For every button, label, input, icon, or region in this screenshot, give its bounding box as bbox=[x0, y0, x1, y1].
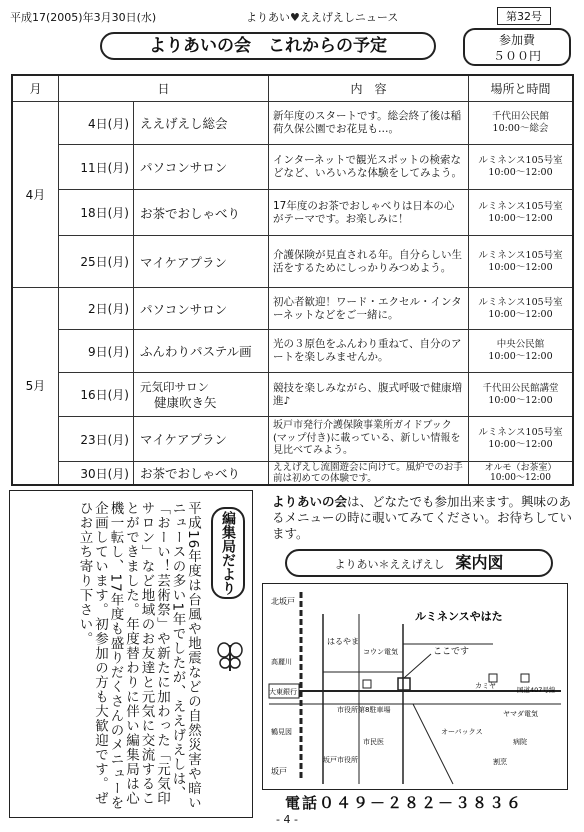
label-here: ここです bbox=[433, 647, 470, 657]
place-name: オルモ（お茶室） bbox=[484, 462, 557, 473]
label-tsunomiya: 鶴見図 bbox=[271, 728, 292, 736]
row-day: 2日(月) bbox=[58, 288, 133, 329]
editor-label: 編集局だより bbox=[211, 507, 245, 599]
label-ishii: カミヤ bbox=[475, 682, 496, 690]
row-place bbox=[468, 190, 572, 235]
page-number: - 4 - bbox=[276, 813, 298, 826]
place-time: 10:00～12:00 bbox=[488, 167, 553, 178]
schedule-row bbox=[58, 417, 572, 462]
header-place: 場所と時間 bbox=[468, 76, 572, 101]
place-time: 10:00～12:00 bbox=[488, 212, 553, 224]
place-name: ルミネンス105号室 bbox=[478, 296, 563, 308]
label-clinic: 市民医 bbox=[363, 738, 384, 746]
row-event: ふんわりパステル画 bbox=[133, 330, 268, 372]
row-event: マイケアプラン bbox=[133, 236, 268, 287]
schedule-row bbox=[58, 330, 572, 373]
row-place bbox=[468, 417, 572, 461]
row-place bbox=[468, 145, 572, 189]
fee-value: ５００円 bbox=[492, 49, 541, 63]
label-luminence: ルミネンスやはた bbox=[415, 610, 503, 623]
map-title-b: 案内図 bbox=[455, 553, 504, 572]
label-ichibashi: はるやま bbox=[327, 637, 359, 646]
label-kita-sakado: 北坂戸 bbox=[271, 597, 295, 606]
landmark-box bbox=[489, 674, 497, 682]
row-place bbox=[468, 373, 572, 416]
row-event: ええげえし総会 bbox=[133, 102, 268, 144]
schedule-row bbox=[58, 462, 572, 484]
row-event: お茶でおしゃべり bbox=[133, 462, 268, 484]
phone-number: 電話０４９－２８２－３８３６ bbox=[285, 794, 524, 812]
row-event bbox=[133, 373, 268, 416]
row-day: 25日(月) bbox=[58, 236, 133, 287]
issue-number: 第32号 bbox=[497, 7, 551, 25]
place-time: 10:00～12:00 bbox=[488, 351, 553, 362]
place-time: 10:00～12:00 bbox=[488, 439, 553, 450]
row-place bbox=[468, 236, 572, 287]
newsletter-title bbox=[246, 9, 398, 25]
editor-notes bbox=[9, 490, 253, 818]
row-desc: ええげえし流園遊会に向けて。風炉でのお手前は初めての体験です。 bbox=[268, 462, 468, 484]
row-desc: 初心者歓迎！ワード・エクセル・インターネットなどをご一緒に。 bbox=[268, 288, 468, 329]
row-desc: 介護保険が見直される年。自分らしい生活をするためにしっかりみつめよう。 bbox=[268, 236, 468, 287]
schedule-row bbox=[58, 288, 572, 330]
row-place bbox=[468, 288, 572, 329]
fee-box bbox=[463, 28, 571, 66]
heart-icon: ♥ bbox=[290, 11, 300, 24]
place-time: 10:00～12:00 bbox=[488, 308, 553, 320]
row-day: 18日(月) bbox=[58, 190, 133, 235]
label-sakado: 坂戸 bbox=[271, 767, 287, 776]
place-time: 10:00～12:00 bbox=[488, 394, 553, 406]
schedule-row bbox=[58, 373, 572, 417]
butterfly-icon bbox=[217, 641, 243, 683]
row-day: 11日(月) bbox=[58, 145, 133, 189]
info-text bbox=[272, 494, 572, 542]
map-title-a: よりあい＊ええげえし bbox=[334, 558, 445, 571]
label-korin: コウン電気 bbox=[363, 648, 398, 656]
landmark-box bbox=[521, 674, 529, 682]
label-mitsui: 市役所第8駐車場 bbox=[337, 706, 391, 714]
row-day: 9日(月) bbox=[58, 330, 133, 372]
place-name: 千代田公民館講堂 bbox=[482, 382, 559, 394]
month-april: 4月 bbox=[13, 102, 58, 288]
place-name: ルミネンス105号室 bbox=[478, 200, 563, 212]
newsletter-title-a: よりあい bbox=[246, 11, 290, 24]
row-desc: 光の３原色をふんわり重ねて、自分のアートを楽しみませんか。 bbox=[268, 330, 468, 372]
fee-label: 参加費 bbox=[498, 33, 535, 47]
info-org: よりあいの会 bbox=[272, 494, 348, 509]
label-sakado-shiyakusho: 坂戸市役所 bbox=[323, 756, 358, 764]
header-month: 月 bbox=[29, 82, 42, 96]
row-desc: 競技を楽しみながら、腹式呼吸で健康増進♪ bbox=[268, 373, 468, 416]
row-desc: インターネットで観光スポットの検索などなど、いろいろな体験をしてみよう。 bbox=[268, 145, 468, 189]
newsletter-title-b: ええげえしニュース bbox=[299, 11, 399, 24]
schedule-header-row bbox=[13, 76, 572, 102]
month-may: 5月 bbox=[25, 379, 46, 393]
map-title bbox=[285, 549, 553, 577]
landmark-box bbox=[363, 680, 371, 688]
row-day: 23日(月) bbox=[58, 417, 133, 461]
label-hospital: 病院 bbox=[513, 738, 527, 746]
event-sub: 元気印サロン bbox=[140, 379, 209, 394]
row-place bbox=[468, 330, 572, 372]
place-name: ルミネンス105号室 bbox=[478, 155, 563, 166]
row-desc: 新年度のスタートです。総会終了後は稲荷久保公園でお花見も…。 bbox=[268, 102, 468, 144]
row-event: マイケアプラン bbox=[133, 417, 268, 461]
schedule-row bbox=[58, 190, 572, 236]
label-shop: 割烹 bbox=[493, 758, 507, 766]
header-day: 日 bbox=[58, 76, 268, 101]
label-yamada: ヤマダ電気 bbox=[503, 710, 538, 718]
place-name: ルミネンス105号室 bbox=[478, 427, 563, 438]
header-date: 平成17(2005)年3月30日(水) bbox=[10, 11, 157, 24]
schedule-row bbox=[58, 102, 572, 145]
target-building bbox=[398, 678, 410, 690]
label-orve: オーパックス bbox=[441, 728, 483, 736]
target-pointer bbox=[404, 654, 431, 678]
row-event: お茶でおしゃべり bbox=[133, 190, 268, 235]
place-name: ルミネンス105号室 bbox=[478, 249, 563, 261]
label-daiei: 大東銀行 bbox=[269, 688, 297, 696]
place-time: 10:00～総会 bbox=[492, 123, 549, 134]
row-day: 16日(月) bbox=[58, 373, 133, 416]
schedule-row bbox=[58, 145, 572, 190]
row-day: 30日(月) bbox=[58, 462, 133, 484]
place-time: 10:00～12:00 bbox=[488, 261, 553, 273]
schedule-row bbox=[58, 236, 572, 288]
schedule-title: よりあいの会 これからの予定 bbox=[100, 32, 436, 60]
place-time: 10:00～12:00 bbox=[490, 473, 551, 483]
road-d bbox=[413, 704, 453, 784]
schedule-table bbox=[11, 74, 574, 486]
header-content: 内 容 bbox=[268, 76, 468, 101]
place-name: 中央公民館 bbox=[496, 339, 545, 350]
row-event: パソコンサロン bbox=[133, 288, 268, 329]
row-desc: 坂戸市発行介護保険事業所ガイドブック(マップ付き)に載っている、新しい情報を見比べてみよう。 bbox=[268, 417, 468, 461]
label-route407: 国道407号線 bbox=[517, 686, 556, 694]
info-body: は、どなたでも参加出来ます。興味のあるメニューの時に覗いてみてください。お待ちしています。 bbox=[272, 494, 573, 541]
editor-text: 平成16年度は台風や地震などの自然災害や暗いニュースの多い1年でしたが、ええげえしは、「おーい！芸術祭」や新たに加わった「元気印サロン」など地域のお友達と元気に交流することができました。年度替わりに伴い編集局は心機一転し、17年度も盛りだくさんのメニューを企画しています。初参加の方も大歓迎です。ぜひお立ち寄り下さい。 bbox=[76, 501, 201, 811]
event-main: 健康吹き矢 bbox=[154, 394, 217, 410]
row-day: 4日(月) bbox=[58, 102, 133, 144]
row-place bbox=[468, 462, 572, 484]
row-desc: 17年度のお茶でおしゃべりは日本の心がテーマです。お楽しみに！ bbox=[268, 190, 468, 235]
row-event: パソコンサロン bbox=[133, 145, 268, 189]
label-kodo: 高麗川 bbox=[271, 658, 292, 666]
access-map bbox=[262, 583, 568, 790]
place-name: 千代田公民館 bbox=[491, 111, 549, 122]
row-place bbox=[468, 102, 572, 144]
